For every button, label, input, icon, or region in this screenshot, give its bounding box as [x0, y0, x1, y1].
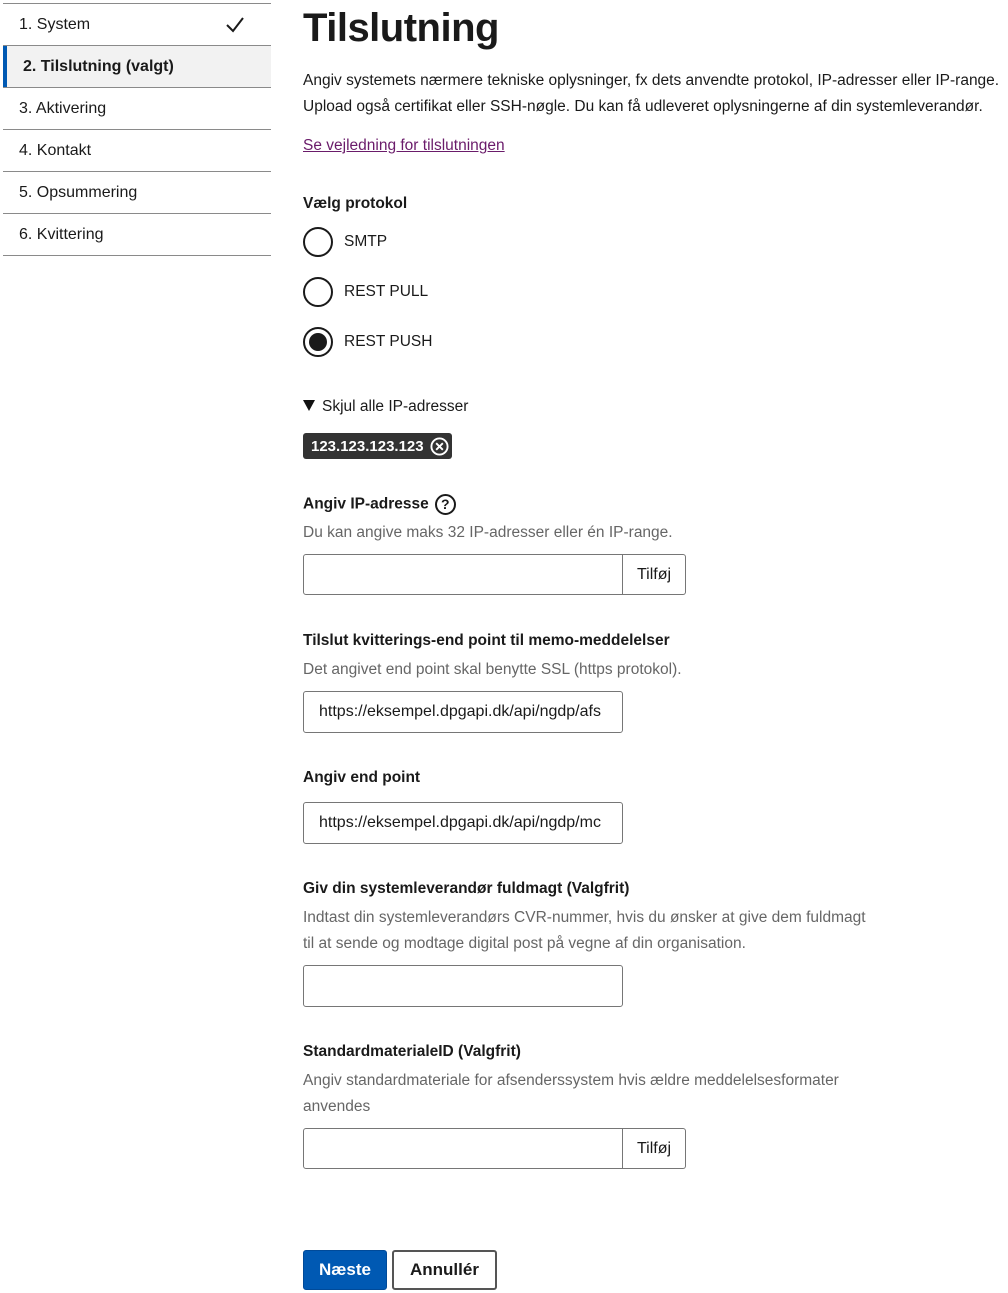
step-aktivering[interactable] [3, 88, 271, 130]
material-input[interactable] [303, 1128, 623, 1169]
add-material-button[interactable]: Tilføj [623, 1128, 686, 1169]
proxy-label: Giv din systemleverandør fuldmagt (Valgfrit) [303, 880, 630, 897]
ip-input-group [303, 554, 686, 595]
next-button[interactable]: Næste [303, 1250, 387, 1290]
checkmark-icon [225, 15, 245, 35]
remove-circle-icon[interactable] [430, 437, 449, 456]
ip-hint: Du kan angive maks 32 IP-adresser eller én IP-range. [303, 524, 673, 541]
ip-list-toggle[interactable] [303, 398, 468, 416]
cancel-button[interactable]: Annullér [392, 1250, 497, 1290]
receipt-endpoint-hint: Det angivet end point skal benytte SSL (https protokol). [303, 661, 682, 678]
radio-circle [303, 277, 333, 307]
radio-circle [303, 227, 333, 257]
step-label: 1. System [19, 15, 91, 33]
step-label: 6. Kvittering [19, 225, 104, 243]
protocol-label: Vælg protokol [303, 195, 408, 212]
step-opsummering[interactable] [3, 172, 271, 214]
step-label: 2. Tilslutning (valgt) [23, 57, 174, 75]
material-hint-line2: anvendes [303, 1098, 371, 1115]
step-label: 4. Kontakt [19, 141, 92, 159]
triangle-down-icon [303, 400, 315, 411]
radio-circle-selected [303, 327, 333, 357]
toggle-label: Skjul alle IP-adresser [322, 398, 469, 415]
material-hint-line1: Angiv standardmateriale for afsenderssystem hvis ældre meddelelsesformater [303, 1072, 839, 1089]
step-label: 5. Opsummering [19, 183, 138, 201]
add-ip-button[interactable]: Tilføj [623, 554, 686, 595]
radio-rest-push[interactable] [303, 327, 432, 357]
step-kontakt[interactable] [3, 130, 271, 172]
help-icon[interactable]: ? [435, 494, 456, 515]
intro-text: Angiv systemets nærmere tekniske oplysninger, fx dets anvendte protokol, IP-adresser eller IP-range. Upload også certifikat eller SSH-nøgle. Du kan få udleveret oplysningerne af din systemleverandør. [303, 72, 1000, 115]
radio-label: REST PULL [344, 283, 429, 300]
proxy-hint-line1: Indtast din systemleverandørs CVR-nummer, hvis du ønsker at give dem fuldmagt [303, 909, 866, 926]
ip-label [303, 494, 456, 515]
material-input-group [303, 1128, 686, 1169]
radio-label: REST PUSH [344, 333, 433, 350]
proxy-hint-line2: til at sende og modtage digital post på vegne af din organisation. [303, 935, 746, 952]
step-system[interactable] [3, 4, 271, 46]
step-kvittering[interactable] [3, 214, 271, 256]
radio-label: SMTP [344, 233, 388, 250]
radio-rest-pull[interactable] [303, 277, 428, 307]
material-label: StandardmaterialeID (Valgfrit) [303, 1043, 521, 1060]
guide-link[interactable]: Se vejledning for tilslutningen [303, 137, 505, 154]
cvr-input[interactable] [303, 965, 623, 1007]
step-tilslutning[interactable] [3, 46, 271, 88]
ip-label-text: Angiv IP-adresse [303, 495, 429, 513]
receipt-endpoint-label: Tilslut kvitterings-end point til memo-meddelelser [303, 632, 670, 649]
ip-chip [303, 433, 452, 459]
ip-chip-label: 123.123.123.123 [311, 437, 424, 455]
page-title: Tilslutning [303, 6, 499, 50]
endpoint-input[interactable] [303, 802, 623, 844]
endpoint-label: Angiv end point [303, 769, 421, 786]
radio-smtp[interactable] [303, 227, 387, 257]
ip-input[interactable] [303, 554, 623, 595]
step-label: 3. Aktivering [19, 99, 107, 117]
radio-dot [309, 333, 327, 351]
receipt-endpoint-input[interactable] [303, 691, 623, 733]
step-navigation [3, 3, 271, 256]
